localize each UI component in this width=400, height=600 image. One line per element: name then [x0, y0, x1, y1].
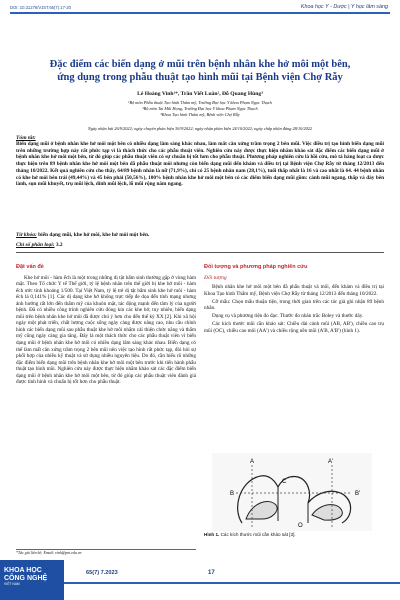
affiliation-3: ³Khoa Tạo hình Thẩm mỹ, Bệnh viện Chợ Rẫy — [160, 112, 240, 117]
figure-label-o: O — [298, 523, 303, 529]
footer-rule — [64, 582, 400, 584]
figure-caption-label: Hình 1. — [204, 532, 220, 537]
methods-paragraph-1: Bệnh nhân khe hở môi một bên đã phẫu thuật và môi, đến khám và điều trị tại Khoa Tạo hình Thẩm mỹ, Bệnh viện Chợ Rẫy từ tháng 12/2013 đến tháng 10/2022. — [204, 284, 384, 297]
nose-diagram — [212, 453, 372, 531]
abstract-heading: Tóm tắt: — [16, 135, 36, 141]
logo-subline: VIỆT NAM — [4, 582, 20, 586]
figure-caption-text: Các kích thước mũi cần khảo sát [3]. — [219, 532, 296, 537]
page-footer — [0, 560, 400, 600]
issue-number: 65(7) 7.2023 — [86, 570, 118, 576]
intro-paragraph: Khe hở môi - hàm ếch là một trong những dị tật bẩm sinh thường gặp ở vùng hàm mặt. Theo Tổ chức Y tế Thế giới, tỷ lệ bệnh nhân trên thế giới bị khe hở môi - hàm ếch ước tính khoảng 1/500. Tại Việt Nam, tỷ lệ trẻ dị tật bẩm sinh khe hở môi - hàm ếch là 0,141% [1]. Các dị dạng khe hở không trực tiếp đe dọa đến tính mạng nhưng ảnh hưởng rất lớn đến thẩm mỹ của khuôn mặt, tác động mạnh đến tâm lý của người bệnh. Đã có nhiều công trình nghiên cứu đóng kín các khe hở, tuy nhiên, biến dạng mũi trên bệnh nhân khe hở môi đã được chú ý hơn cho đến thế kỷ XX [2]. Khi xã hội ngày một phát triển, chất lượng cuộc sống ngày càng được nâng cao, nhu cầu chỉnh hình các biến dạng mũi sau phẫu thuật khe hở môi nhằm cải thiện chức năng và thẩm mỹ cũng ngày càng gia tăng. Đây là một thách thức cho các phẫu thuật viên vì biến dạng mũi ở bệnh nhân khe hở môi có nhiều dạng lâm sàng khác nhau. Biến dạng có thể làm mất cân xứng trầm trọng 2 bên mũi nên việc tạo hình rất phức tạp, đòi hỏi sự phối hợp của nhiều kỹ thuật và sử dụng nhiều nguyên liệu. Do đó, cần hiểu rõ những đặc điểm biến dạng mũi trên bệnh nhân khe hở môi một bên trước khi tiến hành phẫu thuật tạo hình mũi. Nghiên cứu này được thực hiện nhằm khảo sát các đặc điểm biến dạng mũi ở bệnh nhân khe hở môi một bên, từ đó giúp các phẫu thuật viên đánh giá được tình hình và chuẩn bị tốt hơn cho phẫu thuật. — [16, 274, 196, 386]
classification-index — [16, 242, 384, 248]
article-title — [14, 58, 386, 84]
submission-dates: Ngày nhận bài 26/9/2022; ngày chuyển phản biện 30/9/2022; ngày nhận phản biện 24/10/2022; ngày chấp nhận đăng 28/10/2022 — [87, 126, 313, 131]
keywords — [16, 232, 384, 238]
figure-label-a-prime: A' — [328, 459, 334, 465]
figure-label-b: B — [230, 491, 235, 497]
left-column — [16, 264, 196, 387]
keywords-label: Từ khóa: — [16, 232, 37, 238]
author-list: Lê Hoàng Vinh¹*, Trần Viết Luân², Đỗ Quang Hùng³ — [137, 91, 263, 97]
subheading-subjects: Đối tượng — [204, 274, 227, 281]
header-rule — [10, 12, 390, 14]
figure-label-c: C — [282, 479, 287, 485]
section-heading-introduction: Đặt vấn đề — [16, 264, 44, 270]
methods-paragraph-3: Dụng cụ và phương tiện đo đạc: Thước đo nhân trắc Boley và thước dây. — [212, 313, 364, 320]
keywords-text: biến dạng mũi, khe hở môi, khe hở môi một bên. — [36, 232, 150, 238]
methods-paragraph-4: Các kích thước mũi cần khảo sát: Chiều dài cánh mũi (AB, AB'), chiều cao trụ mũi (OC), chiều cao môi (AA') và chiều rộng nền mũi (A'B, A'B') (hình 1). — [204, 321, 384, 334]
classification-label: Chỉ số phân loại: — [16, 242, 55, 248]
figure-caption — [204, 532, 384, 537]
affiliation-2: ²Bộ môn Tai Mũi Họng, Trường Đại học Y khoa Phạm Ngọc Thạch — [142, 106, 258, 111]
journal-logo — [0, 560, 64, 600]
abstract-text: Biến dạng mũi ở bệnh nhân khe hở môi một bên có nhiều dạng lâm sàng khác nhau, làm mất cân xứng trầm trọng 2 bên mũi. Việc điều trị tạo hình biến dạng mũi trên những trường hợp này rất phức tạp vì là thách thức cho các phẫu thuật viên. Nghiên cứu này được thực hiện nhằm khảo sát đặc điểm các biến dạng mũi ở bệnh nhân khe hở môi một bên, từ đó giúp các phẫu thuật viên có sự chuẩn bị tốt hơn cho phẫu thuật. Phương pháp nghiên cứu là hồi cứu, mô tả hàng loạt ca được thực hiện trên 89 bệnh nhân khe hở môi một bên đã phẫu thuật môi nhưng còn biến dạng mũi đến khám và điều trị tại Bệnh viện Chợ Rẫy từ tháng 12/2013 đến tháng 10/2022. Kết quả nghiên cứu cho thấy, 64/89 bệnh nhân là nữ (71,9%), chỉ có 25 bệnh nhân nam (28,1%), tuổi thấp nhất là 16 và cao nhất là 64. 44 bệnh nhân có khe hở môi bên trái (49,44%) và 45 bên phải (50,56%), 100% bệnh nhân khe hở môi một bên có các điểm biến dạng mũi gồm: cánh mũi ngang, thấp và đáy bên lành, sụn mũi khuyết, trụ mũi lệch, đỉnh mũi lệch, lỗ mũi rộng nằm ngang. — [16, 141, 384, 188]
logo-line-2: CÔNG NGHỆ — [4, 574, 48, 582]
journal-section-label: Khoa học Y - Dược | Y học lâm sàng — [300, 4, 388, 10]
section-heading-methods: Đối tượng và phương pháp nghiên cứu — [204, 264, 308, 270]
right-column — [204, 264, 384, 336]
methods-paragraph-2: Cỡ mẫu: Chọn mẫu thuận tiện, trong thời gian trên các tác giả ghi nhận 89 bệnh nhân. — [204, 298, 384, 312]
affiliation-1: ¹Bộ môn Phẫu thuật Tạo hình Thẩm mỹ, Trường Đại học Y khoa Phạm Ngọc Thạch — [128, 100, 272, 105]
figure-background — [212, 453, 372, 531]
page-number: 17 — [208, 570, 215, 576]
title-line-2: ứng dụng trong phẫu thuật tạo hình mũi tại Bệnh viện Chợ Rẫy — [57, 72, 343, 83]
page-header — [0, 0, 400, 16]
figure-label-b-prime: B' — [355, 491, 361, 497]
corresponding-author-footnote: *Tác giả liên hệ: Email: vinh@pnt.edu.vn — [16, 549, 196, 555]
logo-line-1: KHOA HỌC — [4, 567, 42, 574]
figure-label-a: A — [250, 459, 255, 465]
classification-value: 3.2 — [54, 242, 63, 248]
title-line-1: Đặc điểm các biến dạng ở mũi trên bệnh nhân khe hở môi một bên, — [49, 59, 351, 70]
abstract-divider — [16, 252, 384, 253]
affiliation-list — [14, 100, 386, 118]
doi-label[interactable]: DOI: 10.31276/VJST.65(7).17-20 — [10, 5, 71, 10]
logo-text — [4, 567, 62, 586]
figure-nose-measurements — [212, 453, 372, 531]
